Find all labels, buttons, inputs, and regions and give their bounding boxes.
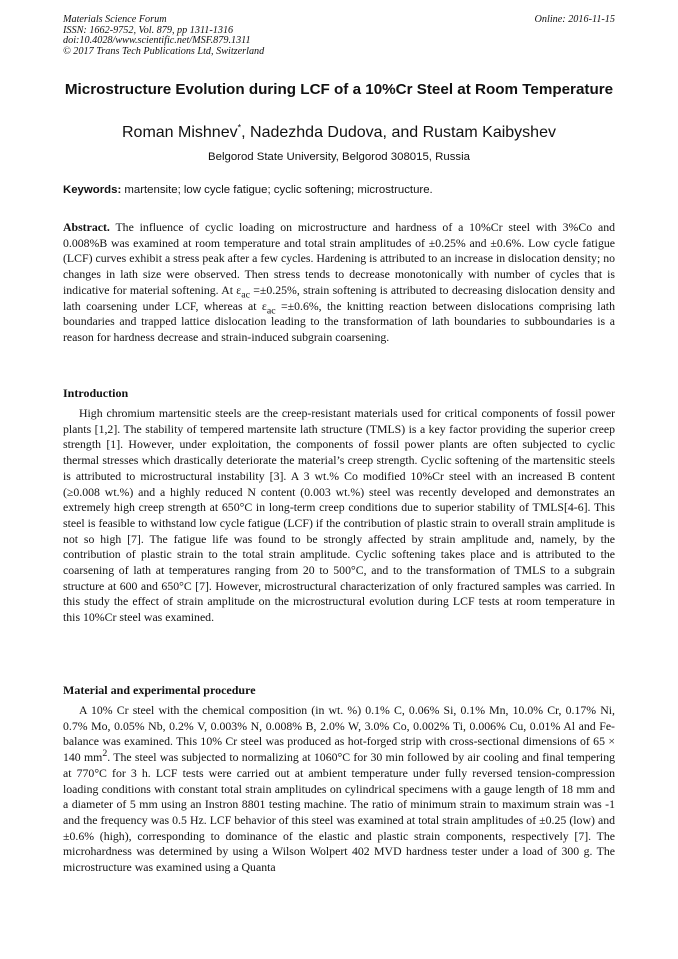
- abstract-text-1: The influence of cyclic loading on microstructure and hardness of a 10%Cr steel with 3%Co and 0.008%B was examined at room temperature and total strain amplitudes of ±0.25% and ±0.6%. Low cycle fatigue (LCF) curves exhibit a stress peak after a few cycles. Hardening is attributed to an increase in dislocation density; no changes in lath size were observed. Then stress tends to decrease monotonically with number of cycles that is indicative for material softening. At ε: [63, 220, 615, 297]
- abstract: [63, 220, 615, 346]
- material-text-1: A 10% Cr steel with the chemical composition (in wt. %) 0.1% C, 0.06% Si, 0.1% Mn, 10.0% Cr, 0.17% Ni, 0.7% Mo, 0.05% Nb, 0.2% V, 0.003% N, 0.008% B, 2.0% W, 3.0% Co, 0.002% Ti, 0.006% Cu, 0.01% Al and Fe-balance was examined. This 10% Cr steel was produced as hot-forged strip with cross-sectional dimensions of 65 × 140 mm: [63, 703, 615, 765]
- author-rest: , Nadezhda Dudova, and Rustam Kaibyshev: [241, 124, 556, 141]
- introduction-text: High chromium martensitic steels are the creep-resistant materials used for critical components of fossil power plants [1,2]. The stability of tempered martensite lath structure (TMLS) is a key factor providing the superior creep strength [1]. However, under exploitation, the components of fossil power plants are often subjected to cyclic thermal stresses which drastically deteriorate the material’s creep strength. Cyclic softening of the martensitic steels is attributed to microstructural instability [3]. A 3 wt.% Co modified 10%Cr steel with an increased B content (≥0.008 wt.%) and a highly reduced N content (0.003 wt.%) steel was recently developed and demonstrates an extremely high creep strength at 650°C in long-term creep conditions due to superior stability of TMLS[4-6]. This steel is feasible to withstand low cycle fatigue (LCF) if the contribution of plastic strain to overall strain amplitude is not so high [7]. The fatigue life was found to be strongly affected by strain amplitude and, namely, by the contribution of plastic strain to the total strain amplitude. Cyclic softening takes place and is attributed to the coarsening of lath at temperatures ranging from 20 to 500°C, and to the transformation of TMLS to a subgrain structure at 600 and 650°C [7]. However, microstructural characterization of only fractured samples was carried. In this study the effect of strain amplitude on the microstructural evolution during LCF tests at room temperature in this 10%Cr steel was examined.: [63, 406, 615, 625]
- material-text-2: . The steel was subjected to normalizing at 1060°C for 30 min followed by air cooling and final tempering at 770°C for 3 h. LCF tests were carried out at ambient temperature under fully reversed tension-compression loading conditions with constant total strain amplitudes on cylindrical specimens with a gauge length of 18 mm and a diameter of 5 mm using an Instron 8801 testing machine. The ratio of minimum strain to maximum strain was -1 and the frequency was 0.5 Hz. LCF behavior of this steel was examined at total strain amplitudes of ±0.25 (low) and ±0.6% (high), corresponding to dominance of the elastic and plastic strain components, respectively [7]. The microhardness was determined by using a Wilson Wolpert 402 MVD hardness tester under a load of 300 g. The microstructure was examined using a Quanta: [63, 750, 615, 875]
- abstract-sub-2: ac: [266, 304, 276, 316]
- abstract-text-2: =±0.25%, strain softening is attributed to decreasing dislocation density and lath coarsening under LCF, whereas at ε: [63, 282, 615, 313]
- corresponding-mark: *: [237, 122, 242, 133]
- abstract-text-3: =±0.6%, the knitting reaction between dislocations comprising lath boundaries and trapped lattice dislocation leading to the transformation of lath boundaries to subboundaries is a reason for hardness decrease and strain-induced subgrain coarsening.: [63, 298, 615, 344]
- material-sup-1: 2: [102, 748, 108, 760]
- keywords: [63, 184, 615, 196]
- keywords-label: Keywords:: [63, 184, 122, 196]
- doi-line: doi:10.4028/www.scientific.net/MSF.879.1311: [63, 35, 251, 47]
- paper-title: Microstructure Evolution during LCF of a 10%Cr Steel at Room Temperature: [64, 81, 614, 98]
- keywords-text: martensite; low cycle fatigue; cyclic softening; microstructure.: [121, 184, 433, 196]
- introduction-heading: Introduction: [63, 386, 129, 400]
- issn-line: ISSN: 1662-9752, Vol. 879, pp 1311-1316: [63, 24, 234, 36]
- online-date: Online: 2016-11-15: [534, 14, 615, 25]
- material-heading: Material and experimental procedure: [63, 683, 256, 697]
- abstract-label: Abstract.: [63, 220, 110, 234]
- affiliation: Belgorod State University, Belgorod 308015, Russia: [208, 151, 470, 163]
- author-first: Roman Mishnev: [122, 124, 238, 141]
- page-header: [63, 15, 615, 57]
- abstract-sub-1: ac: [241, 289, 250, 301]
- author-list: [63, 124, 615, 142]
- copyright-line: © 2017 Trans Tech Publications Ltd, Switzerland: [63, 45, 265, 57]
- journal-name: Materials Science Forum: [63, 14, 167, 25]
- material-text: [63, 703, 615, 876]
